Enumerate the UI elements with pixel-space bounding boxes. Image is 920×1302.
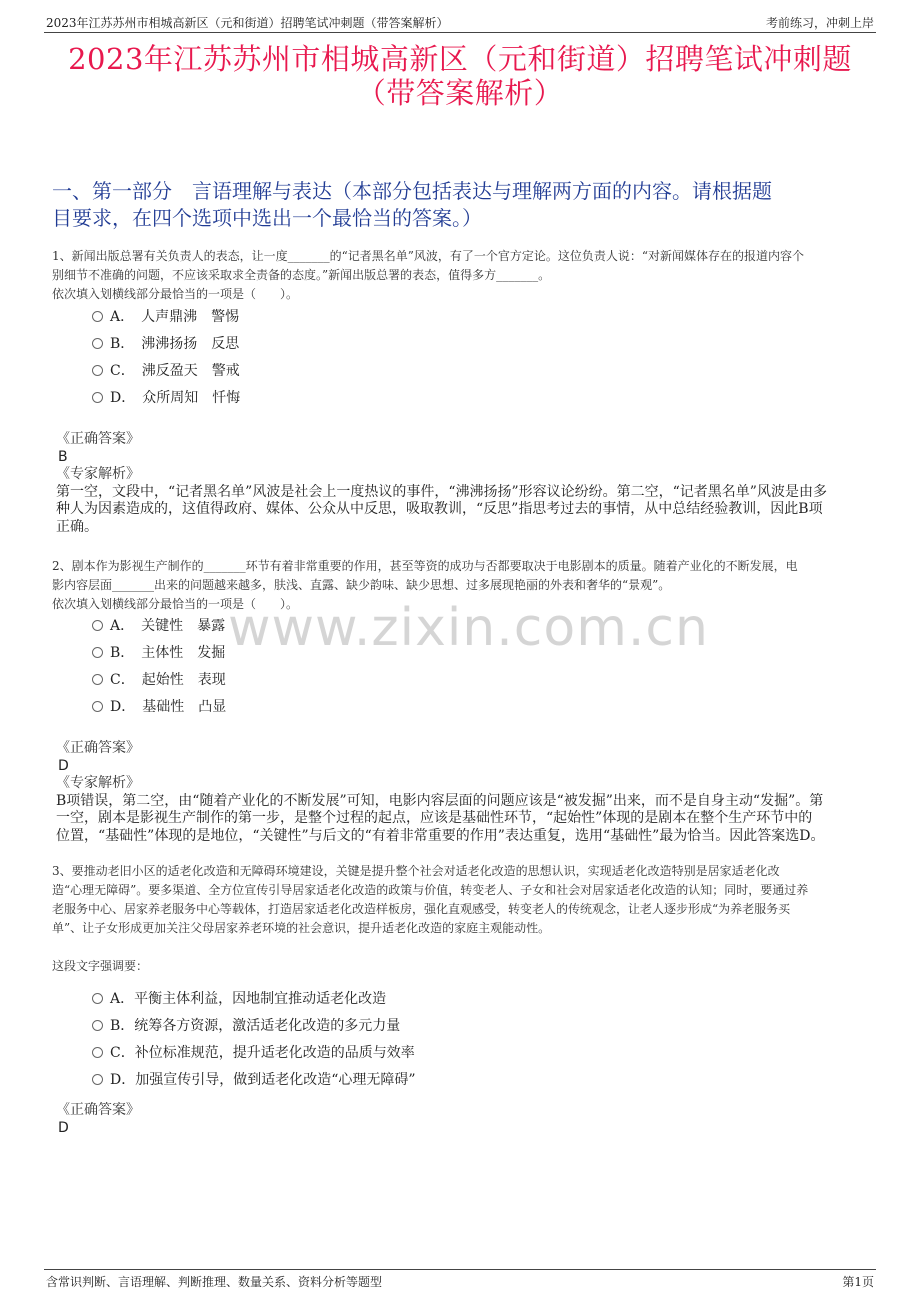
option-c[interactable] <box>92 358 240 385</box>
option-label: A． 关键性 暴露 <box>110 618 226 634</box>
title-line-2: （带答案解析） <box>356 76 564 110</box>
answer-value: D <box>58 1119 69 1136</box>
header-doc-title: 2023年江苏苏州市相城高新区（元和街道）招聘笔试冲刺题（带答案解析） <box>46 16 449 30</box>
option-label: B． 主体性 发掘 <box>110 645 226 661</box>
radio-icon[interactable] <box>92 365 103 376</box>
option-label: D． 基础性 凸显 <box>110 699 227 715</box>
answer-value: B <box>58 448 68 465</box>
question-stem-line: 影内容层面_______出来的问题越来越多，肤浅、直露、缺少韵味、缺少思想、过多展现艳丽的外表和奢华的“景观”。 <box>52 578 671 592</box>
header-slogan: 考前练习，冲刺上岸 <box>765 16 874 30</box>
question-prompt: 依次填入划横线部分最恰当的一项是（ ）。 <box>52 597 299 611</box>
option-d[interactable] <box>92 694 226 721</box>
question-1-answer-block <box>56 431 864 536</box>
question-stem-line: 2、剧本作为影视生产制作的_______环节有着非常重要的作用，甚至等资的成功与否都要取决于电影剧本的质量。随着产业化的不断发展，电 <box>52 559 798 573</box>
option-label: A． 人声鼎沸 警惕 <box>110 309 240 325</box>
analysis-line: 种人为因素造成的，这值得政府、媒体、公众从中反思，吸取教训，“反思”指思考过去的事情，从中总结经验教训，因此B项 <box>56 501 823 517</box>
option-label: D．加强宣传引导，做到适老化改造“心理无障碍” <box>110 1072 416 1088</box>
radio-icon[interactable] <box>92 311 103 322</box>
radio-icon[interactable] <box>92 674 103 685</box>
radio-icon[interactable] <box>92 1047 103 1058</box>
answer-label: 《正确答案》 <box>56 1102 140 1118</box>
question-1-options <box>92 304 240 412</box>
analysis-text <box>56 793 864 846</box>
question-stem-line: 老服务中心、居家养老服务中心等载体，打造居家适老化改造样板房，强化直观感受，转变老人的传统观念，让老人逐步形成“为养老服务买 <box>52 902 791 916</box>
analysis-text <box>56 484 864 537</box>
option-label: A．平衡主体利益，因地制宜推动适老化改造 <box>110 991 387 1007</box>
option-c[interactable] <box>92 1040 416 1067</box>
option-label: B．统筹各方资源，激活适老化改造的多元力量 <box>110 1018 401 1034</box>
analysis-line: 第一空，文段中，“记者黑名单”风波是社会上一度热议的事件，“沸沸扬扬”形容议论纷纷。第二空，“记者黑名单”风波是由多 <box>56 483 827 500</box>
option-c[interactable] <box>92 667 226 694</box>
question-stem-line: 造“心理无障碍”。要多渠道、全方位宣传引导居家适老化改造的政策与价值，转变老人、子女和社会对居家适老化改造的认知；同时，要通过养 <box>52 883 809 897</box>
question-stem-line: 别细节不准确的问题，不应该采取求全责备的态度。”新闻出版总署的表态，值得多方_______。 <box>52 268 551 282</box>
question-prompt: 依次填入划横线部分最恰当的一项是（ ）。 <box>52 287 299 301</box>
radio-icon[interactable] <box>92 701 103 712</box>
question-1-stem <box>52 247 862 304</box>
page-header <box>44 12 876 33</box>
analysis-line: 一空，剧本是影视生产制作的第一步，是整个过程的起点，应该是基础性环节，“起始性”体现的是剧本在整个生产环节中的 <box>56 810 813 826</box>
radio-icon[interactable] <box>92 993 103 1004</box>
option-a[interactable] <box>92 986 416 1013</box>
section-line-1: 一、第一部分 言语理解与表达（本部分包括表达与理解两方面的内容。请根据题 <box>52 179 772 203</box>
document-title <box>60 42 860 110</box>
option-label: D． 众所周知 忏悔 <box>110 390 241 406</box>
option-a[interactable] <box>92 613 226 640</box>
option-label: B． 沸沸扬扬 反思 <box>110 336 240 352</box>
footer-topics: 含常识判断、言语理解、判断推理、数量关系、资料分析等题型 <box>46 1275 383 1289</box>
question-stem-line: 单”、让子女形成更加关注父母居家养老环境的社会意识，提升适老化改造的家庭主观能动性。 <box>52 921 551 935</box>
answer-label: 《正确答案》 <box>56 740 140 756</box>
section-heading <box>52 178 868 232</box>
question-3-answer-block <box>56 1102 864 1137</box>
option-label: C． 沸反盈天 警戒 <box>110 363 240 379</box>
analysis-line: B项错误，第二空，由“随着产业化的不断发展”可知，电影内容层面的问题应该是“被发掘”出来，而不是自身主动“发掘”。第 <box>56 792 824 809</box>
answer-value: D <box>58 757 69 774</box>
radio-icon[interactable] <box>92 1074 103 1085</box>
question-2-options <box>92 613 226 721</box>
analysis-label: 《专家解析》 <box>56 466 140 482</box>
title-line-1: 2023年江苏苏州市相城高新区（元和街道）招聘笔试冲刺题 <box>68 42 852 76</box>
option-label: C． 起始性 表现 <box>110 672 226 688</box>
question-stem-line: 1、新闻出版总署有关负责人的表态，让一度_______的“记者黑名单”风波，有了一个官方定论。这位负责人说：“对新闻媒体存在的报道内容个 <box>52 249 805 263</box>
option-d[interactable] <box>92 1067 416 1094</box>
option-a[interactable] <box>92 304 240 331</box>
radio-icon[interactable] <box>92 1020 103 1031</box>
radio-icon[interactable] <box>92 338 103 349</box>
radio-icon[interactable] <box>92 620 103 631</box>
question-2-stem <box>52 557 862 614</box>
question-3-options <box>92 986 416 1094</box>
option-b[interactable] <box>92 640 226 667</box>
option-label: C．补位标准规范，提升适老化改造的品质与效率 <box>110 1045 415 1061</box>
watermark: www.zixin.com.cn <box>228 598 709 658</box>
question-3-stem <box>52 862 862 938</box>
option-d[interactable] <box>92 385 240 412</box>
analysis-line: 正确。 <box>56 518 98 535</box>
question-3-prompt: 这段文字强调要： <box>52 959 149 973</box>
radio-icon[interactable] <box>92 392 103 403</box>
section-line-2: 目要求，在四个选项中选出一个最恰当的答案。） <box>52 206 482 230</box>
analysis-label: 《专家解析》 <box>56 775 140 791</box>
radio-icon[interactable] <box>92 647 103 658</box>
analysis-line: 位置，“基础性”体现的是地位，“关键性”与后文的“有着非常重要的作用”表达重复，选用“基础性”最为恰当。因此答案选D。 <box>56 827 825 844</box>
page-number: 第1页 <box>842 1275 874 1289</box>
option-b[interactable] <box>92 331 240 358</box>
option-b[interactable] <box>92 1013 416 1040</box>
page-footer <box>44 1269 876 1290</box>
answer-label: 《正确答案》 <box>56 431 140 447</box>
question-2-answer-block <box>56 740 864 845</box>
question-stem-line: 3、要推动老旧小区的适老化改造和无障碍环境建设，关键是提升整个社会对适老化改造的思想认识，实现适老化改造特别是居家适老化改 <box>52 864 780 878</box>
